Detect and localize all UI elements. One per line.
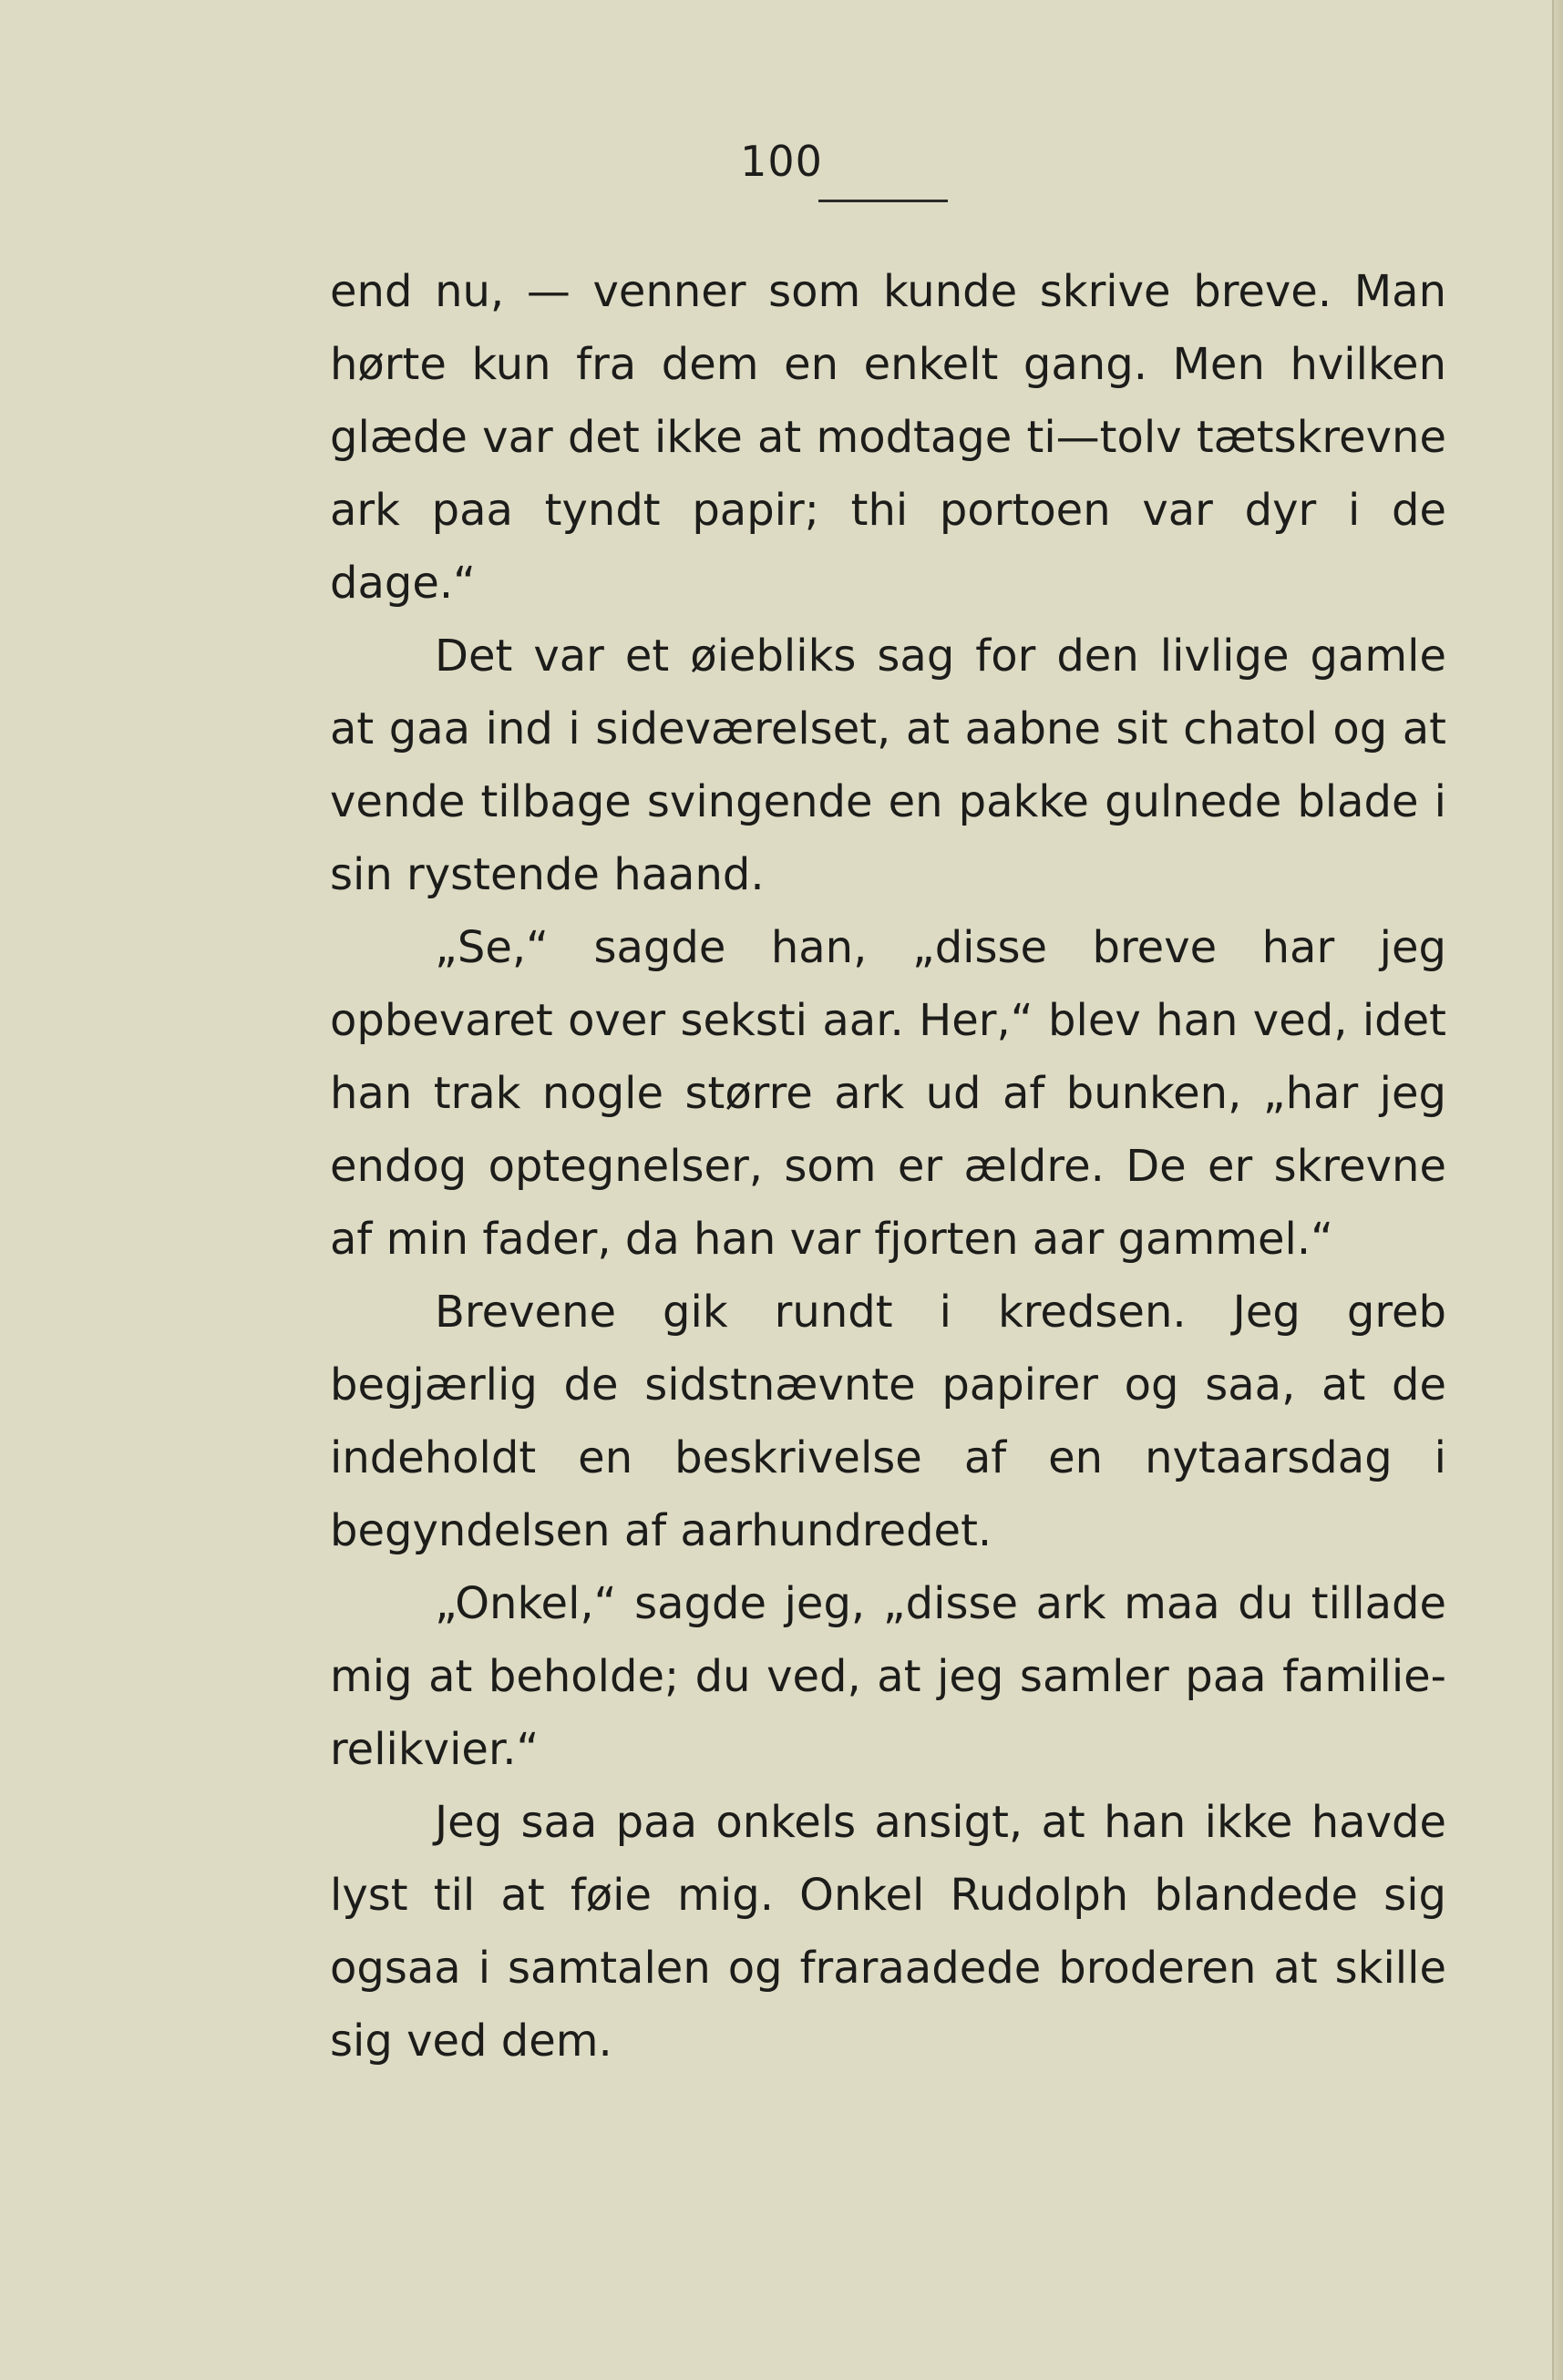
page-number: 100 [740, 137, 823, 186]
paragraph-3: „Se,“ sagde han, „disse breve har jeg opbevaret over seksti aar. Her,“ blev han ved, idet han trak nogle større ark ud af bunken, „har jeg endog optegnelser, som er ældre. De er skrevne af min fader, da han var fjorten aar gammel.“ [330, 922, 1446, 1265]
paragraph-4: Brevene gik rundt i kredsen. Jeg greb begjærlig de sidstnævnte papirer og saa, at de indeholdt en beskrivelse af en nytaarsdag i begyndelsen af aarhundredet. [330, 1287, 1446, 1556]
paragraph-5: „Onkel,“ sagde jeg, „disse ark maa du tillade mig at beholde; du ved, at jeg samler paa familie-relikvier.“ [330, 1578, 1446, 1775]
page-edge [1552, 0, 1563, 2380]
paragraph-6: Jeg saa paa onkels ansigt, at han ikke havde lyst til at føie mig. Onkel Rudolph blandede sig ogsaa i samtalen og fraraadede broderen at skille sig ved dem. [330, 1797, 1446, 2067]
body-text [330, 255, 1446, 2077]
paragraph-1: end nu, — venner som kunde skrive breve. Man hørte kun fra dem en enkelt gang. Men hvilken glæde var det ikke at modtage ti—tolv tætskrevne ark paa tyndt papir; thi portoen var dyr i de dage.“ [330, 266, 1446, 609]
page-number-rule [818, 200, 948, 202]
paragraph-2: Det var et øiebliks sag for den livlige gamle at gaa ind i sideværelset, at aabne sit chatol og at vende tilbage svingende en pakke gulnede blade i sin rystende haand. [330, 631, 1446, 900]
